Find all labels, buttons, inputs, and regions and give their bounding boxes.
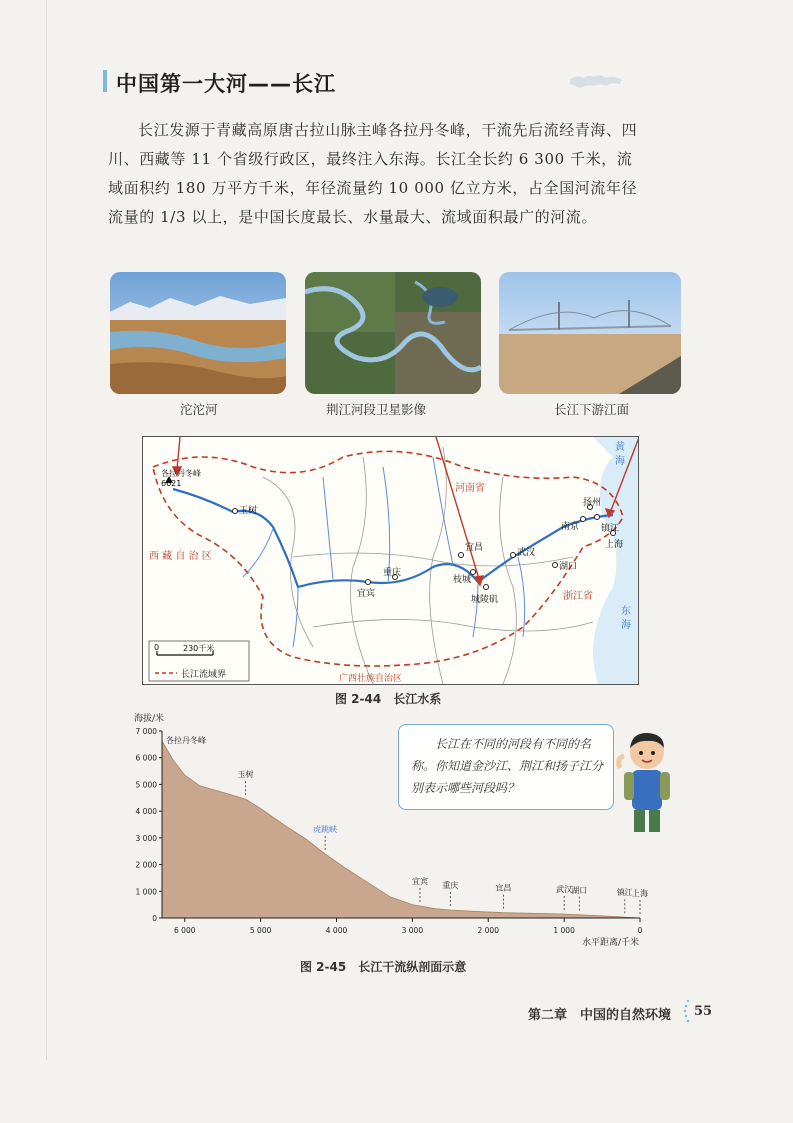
x-tick-label: 4 000: [325, 926, 348, 935]
map-city-zhicheng: 枝城: [453, 575, 472, 585]
speech-bubble-text: 长江在不同的河段有不同的名称。你知道金沙江、荆江和扬子江分别表示哪些河段吗？: [411, 737, 604, 795]
map-region-zhejiang: 浙江省: [563, 591, 593, 602]
y-tick-label: 7 000: [135, 727, 157, 736]
world-map-decoration-icon: [566, 70, 626, 94]
map-city-shanghai: 上海: [605, 540, 624, 550]
peak-name: 各拉丹冬峰: [161, 469, 201, 478]
map-region-yellow-sea: 黄 海: [615, 442, 625, 467]
x-tick-label: 5 000: [249, 926, 272, 935]
map-city-hukou: 湖口: [559, 562, 578, 572]
annotation-label: 各拉丹冬峰: [166, 736, 206, 746]
map-peak-label: [161, 469, 201, 489]
annotation-label: 玉树: [237, 770, 254, 780]
speech-bubble: [398, 724, 614, 810]
figure-2-45-caption: 图 2-45 长江干流纵剖面示意: [300, 960, 467, 974]
intro-paragraph: 长江发源于青藏高原唐古拉山脉主峰各拉丹冬峰，干流先后流经青海、四川、西藏等 11 个省级行政区，最终注入东海。长江全长约 6 300 千米，流域面积约 180 万平方千米，年径流量约 10 000 亿立方米，占全国河流年径流量的 1/3 以上，是中国长度最长、水量最大、流域面积最广的河流。: [108, 121, 638, 226]
photo-caption-lower-yangtze: 长江下游江面: [554, 402, 630, 417]
x-tick-label: 6 000: [174, 926, 196, 935]
heading-accent-bar: [103, 70, 107, 92]
chart-ylabel: 海拔/米: [134, 714, 165, 724]
x-tick-label: 1 000: [553, 926, 575, 935]
photo-caption-tuotuo: 沱沱河: [180, 402, 218, 417]
page-number: 55: [694, 1004, 713, 1019]
photo-lower-yangtze: [499, 272, 681, 394]
figure-2-44-caption: 图 2-44 长江水系: [335, 692, 442, 706]
map-city-zhenjiang: 镇江: [601, 524, 620, 534]
section-heading: 中国第一大河——长江: [116, 72, 336, 96]
footer-chapter: 第二章 中国的自然环境: [528, 1008, 672, 1023]
map-city-yibin: 宜宾: [357, 589, 376, 599]
map-city-nanjing: 南京: [561, 522, 580, 532]
x-tick-label: 0: [637, 926, 643, 935]
y-tick-label: 3 000: [135, 833, 157, 843]
map-city-chongqing: 重庆: [383, 568, 402, 578]
annotation-label: 武汉: [556, 884, 573, 894]
photo-jingjiang-satellite: [305, 272, 481, 394]
map-legend-basin-boundary: 长江流域界: [181, 670, 227, 680]
map-city-yangzhou: 扬州: [583, 498, 602, 508]
annotation-label: 宜宾: [411, 876, 428, 886]
map-region-east-sea: 东 海: [621, 606, 631, 631]
y-tick-label: 0: [152, 914, 157, 923]
map-scale-label: 230千米: [183, 644, 215, 653]
x-tick-label: 3 000: [401, 926, 424, 935]
photo-caption-jingjiang: 荆江河段卫星影像: [326, 402, 427, 417]
annotation-label: 上海: [632, 889, 648, 898]
peak-height: 6621: [161, 479, 182, 488]
map-scale-zero: 0: [154, 643, 160, 652]
y-tick-label: 6 000: [135, 753, 157, 763]
map-region-tibet: 西 藏 自 治 区: [149, 551, 212, 562]
y-tick-label: 5 000: [135, 780, 157, 790]
annotation-label: 湖口: [571, 885, 588, 895]
annotation-label: 虎跳峡: [313, 824, 338, 834]
map-region-guangxi: 广西壮族自治区: [339, 674, 403, 684]
map-region-henan: 河南省: [455, 483, 485, 494]
chart-xlabel: 水平距离/千米: [582, 938, 640, 948]
y-tick-label: 2 000: [135, 860, 157, 870]
map-city-yichang: 宜昌: [465, 543, 484, 553]
photo-tuotuo-river: [110, 272, 286, 394]
page-edge-line: [46, 0, 47, 1060]
map-city-chenglingji: 城陵矶: [471, 595, 499, 605]
annotation-label: 宜昌: [495, 883, 512, 893]
map-city-yushu: 玉树: [239, 506, 258, 516]
x-tick-label: 2 000: [477, 926, 499, 935]
map-city-wuhan: 武汉: [517, 548, 536, 558]
annotation-label: 重庆: [442, 880, 459, 890]
y-tick-label: 4 000: [135, 807, 157, 817]
annotation-label: 镇江: [616, 888, 633, 898]
y-tick-label: 1 000: [135, 887, 157, 897]
student-illustration-icon: [612, 728, 682, 838]
footer-divider-icon: [683, 998, 691, 1024]
yangtze-river-system-map: [142, 436, 639, 685]
